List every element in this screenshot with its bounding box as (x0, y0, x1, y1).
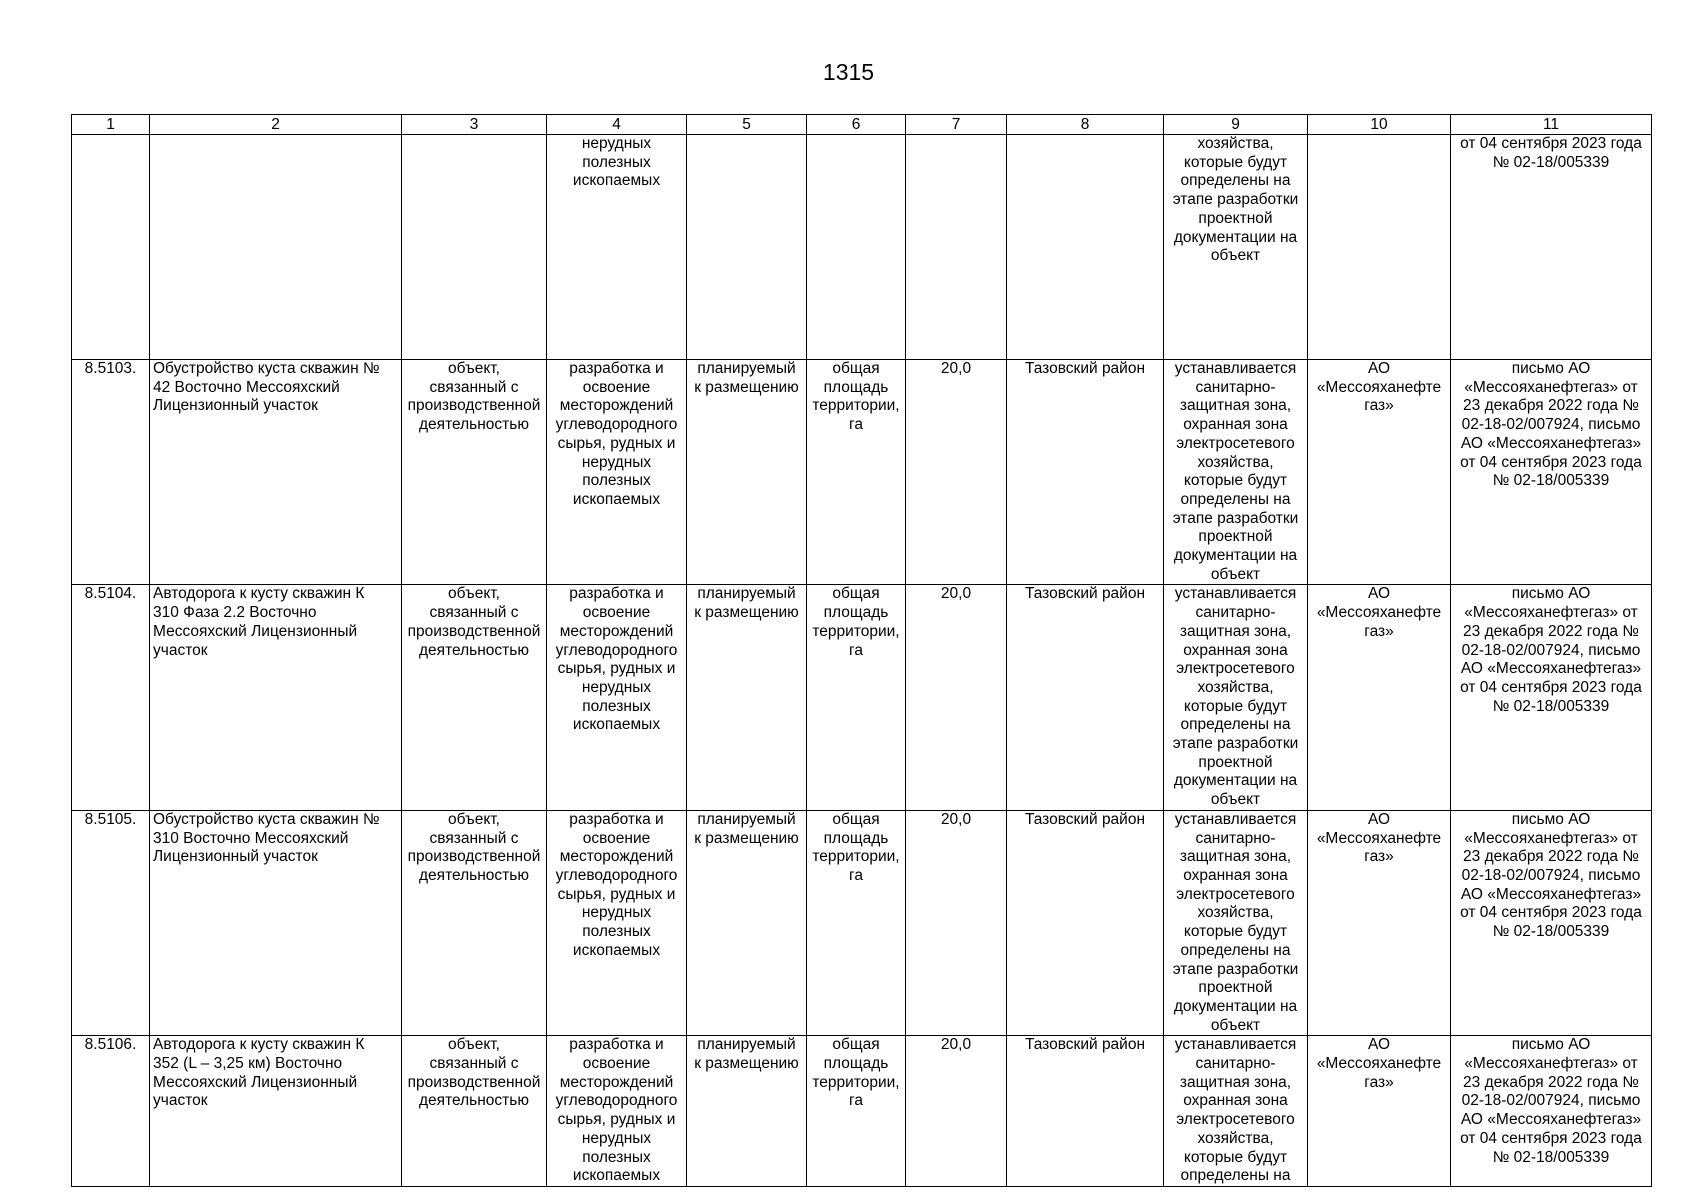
location-cell: Тазовский район (1007, 360, 1164, 585)
row-number-cell: 8.5106. (72, 1036, 150, 1187)
cell-text-line: производственной (407, 1073, 541, 1091)
cell-text-line: Обустройство куста скважин № (153, 360, 380, 377)
cell-text-line: к размещению (694, 604, 799, 622)
cell-text-line: планируемый (697, 810, 796, 828)
cell-text-line: № 02-18/005339 (1492, 153, 1610, 171)
location-cell: Тазовский район (1007, 810, 1164, 1035)
cell-text-line: электросетевого (1176, 1111, 1295, 1129)
cell-text-line: «Мессояханефтегаз» от (1464, 604, 1638, 622)
cell-text-line: к размещению (694, 829, 799, 847)
cell-text-line: документации на (1173, 547, 1298, 565)
cell-text-line: 02-18-02/007924, письмо (1461, 866, 1641, 884)
cell-text-line: 02-18-02/007924, письмо (1461, 416, 1641, 434)
owner-cell (1308, 360, 1451, 585)
cell-text-line: защитная зона, (1179, 1073, 1292, 1091)
cell-text-line: газ» (1364, 397, 1394, 415)
cell-text-line: № 02-18/005339 (1492, 1148, 1610, 1166)
column-number-row (72, 115, 1652, 135)
cell-text-line: «Мессояханефте (1316, 829, 1442, 847)
cell-text-line: освоение (582, 829, 651, 847)
cell-text-line: объект (1210, 565, 1261, 583)
column-number: 1 (72, 115, 150, 135)
object-type-cell (402, 1036, 547, 1187)
cell-text-line: к размещению (694, 1055, 799, 1073)
cell-text-line: месторождений (559, 848, 674, 866)
cell-text-line: определены на (1180, 172, 1291, 190)
cell-text-line: от 04 сентября 2023 года (1460, 135, 1642, 152)
owner-cell (1308, 1036, 1451, 1187)
cell-text-line: ископаемых (572, 941, 661, 959)
cell-text-line: месторождений (559, 397, 674, 415)
cell-text-line: этапе разработки (1172, 960, 1299, 978)
cell-text-line: деятельностью (419, 641, 529, 659)
status-cell (687, 360, 807, 585)
cell-text-line: которые будут (1183, 472, 1288, 490)
row-number-cell: 8.5105. (72, 810, 150, 1035)
purpose-cell (547, 360, 687, 585)
cell-text-line: АО «Мессояханефтегаз» (1460, 434, 1642, 452)
cell-text-line: № 02-18/005339 (1492, 923, 1610, 941)
cell-text-line: ископаемых (572, 172, 661, 190)
purpose-cell (547, 1036, 687, 1187)
cell-text-line: сырья, рудных и (557, 434, 676, 452)
column-number: 3 (402, 115, 547, 135)
status-cell (687, 585, 807, 810)
object-type-cell (402, 135, 547, 360)
cell-text-line: «Мессояханефте (1316, 604, 1442, 622)
status-cell (687, 135, 807, 360)
cell-text-line: 23 декабря 2022 года № (1463, 848, 1639, 866)
cell-text-line: месторождений (559, 1073, 674, 1091)
basis-cell (1451, 585, 1652, 810)
column-number: 6 (807, 115, 906, 135)
cell-text-line: Лицензионный участок (153, 848, 318, 866)
cell-text-line: нерудных (581, 904, 652, 922)
cell-text-line: 23 декабря 2022 года № (1463, 1073, 1639, 1091)
cell-text-line: этапе разработки (1172, 735, 1299, 753)
cell-text-line: «Мессояханефте (1316, 378, 1442, 396)
cell-text-line: этапе разработки (1172, 509, 1299, 527)
cell-text-line: электросетевого (1176, 885, 1295, 903)
cell-text-line: Обустройство куста скважин № (153, 810, 380, 828)
purpose-cell (547, 585, 687, 810)
cell-text-line: хозяйства, (1197, 135, 1274, 152)
continuation-row (72, 135, 1652, 360)
cell-text-line: устанавливается (1174, 810, 1297, 828)
cell-text-line: площадь (823, 829, 889, 847)
cell-text-line: планируемый (697, 585, 796, 603)
metric-cell (807, 135, 906, 360)
column-number: 9 (1164, 115, 1308, 135)
object-name-cell (150, 1036, 402, 1187)
cell-text-line: санитарно- (1195, 378, 1276, 396)
cell-text-line: документации на (1173, 228, 1298, 246)
cell-text-line: 310 Фаза 2.2 Восточно (153, 604, 317, 622)
cell-text-line: АО (1367, 810, 1391, 828)
cell-text-line: углеводородного (555, 416, 678, 434)
zones-cell (1164, 810, 1308, 1035)
basis-cell (1451, 810, 1652, 1035)
object-type-cell (402, 360, 547, 585)
object-name-cell (150, 135, 402, 360)
cell-text-line: охранная зона (1183, 641, 1288, 659)
cell-text-line: полезных (582, 923, 651, 941)
cell-text-line: № 02-18/005339 (1492, 697, 1610, 715)
status-cell (687, 810, 807, 1035)
cell-text-line: территории, (812, 622, 900, 640)
column-number: 8 (1007, 115, 1164, 135)
cell-text-line: месторождений (559, 622, 674, 640)
cell-text-line: разработка и (569, 585, 664, 603)
cell-text-line: полезных (582, 472, 651, 490)
cell-text-line: деятельностью (419, 866, 529, 884)
cell-text-line: объект, (448, 810, 500, 828)
cell-text-line: АО «Мессояханефтегаз» (1460, 1111, 1642, 1129)
column-number: 7 (906, 115, 1007, 135)
cell-text-line: Автодорога к кусту скважин К (153, 1036, 365, 1054)
cell-text-line: разработка и (569, 360, 664, 377)
cell-text-line: устанавливается (1174, 360, 1297, 377)
cell-text-line: письмо АО (1511, 585, 1591, 603)
zones-cell (1164, 135, 1308, 360)
cell-text-line: нерудных (581, 453, 652, 471)
object-type-cell (402, 585, 547, 810)
cell-text-line: планируемый (697, 1036, 796, 1054)
location-cell: Тазовский район (1007, 1036, 1164, 1187)
row-number-cell: 8.5103. (72, 360, 150, 585)
objects-table (71, 114, 1652, 1187)
cell-text-line: общая (832, 810, 880, 828)
metric-cell (807, 585, 906, 810)
cell-text-line: охранная зона (1183, 866, 1288, 884)
cell-text-line: Автодорога к кусту скважин К (153, 585, 365, 603)
cell-text-line: определены на (1180, 716, 1291, 734)
cell-text-line: от 04 сентября 2023 года (1460, 678, 1642, 696)
cell-text-line: определены на (1180, 941, 1291, 959)
cell-text-line: площадь (823, 604, 889, 622)
cell-text-line: площадь (823, 378, 889, 396)
metric-cell (807, 1036, 906, 1187)
table-row (72, 585, 1652, 810)
cell-text-line: защитная зона, (1179, 397, 1292, 415)
cell-text-line: производственной (407, 397, 541, 415)
cell-text-line: АО (1367, 360, 1391, 377)
cell-text-line: определены на (1180, 1167, 1291, 1185)
cell-text-line: полезных (582, 1148, 651, 1166)
cell-text-line: освоение (582, 1055, 651, 1073)
cell-text-line: углеводородного (555, 641, 678, 659)
cell-text-line: связанный с (429, 829, 519, 847)
cell-text-line: документации на (1173, 772, 1298, 790)
cell-text-line: 23 декабря 2022 года № (1463, 397, 1639, 415)
owner-cell (1308, 585, 1451, 810)
cell-text-line: разработка и (569, 1036, 664, 1054)
cell-text-line: охранная зона (1183, 1092, 1288, 1110)
cell-text-line: ископаемых (572, 1167, 661, 1185)
cell-text-line: углеводородного (555, 866, 678, 884)
owner-cell (1308, 135, 1451, 360)
cell-text-line: АО «Мессояханефтегаз» (1460, 660, 1642, 678)
cell-text-line: общая (832, 1036, 880, 1054)
basis-cell (1451, 1036, 1652, 1187)
cell-text-line: электросетевого (1176, 660, 1295, 678)
cell-text-line: № 02-18/005339 (1492, 472, 1610, 490)
cell-text-line: площадь (823, 1055, 889, 1073)
cell-text-line: 310 Восточно Мессояхский (153, 829, 349, 847)
value-cell: 20,0 (906, 810, 1007, 1035)
cell-text-line: газ» (1364, 848, 1394, 866)
cell-text-line: 02-18-02/007924, письмо (1461, 641, 1641, 659)
cell-text-line: от 04 сентября 2023 года (1460, 1129, 1642, 1147)
cell-text-line: нерудных (581, 135, 652, 152)
cell-text-line: га (849, 1092, 863, 1110)
cell-text-line: сырья, рудных и (557, 660, 676, 678)
cell-text-line: 352 (L – 3,25 км) Восточно (153, 1055, 343, 1073)
location-cell: Тазовский район (1007, 585, 1164, 810)
value-cell (906, 135, 1007, 360)
cell-text-line: участок (153, 1092, 208, 1110)
location-cell (1007, 135, 1164, 360)
cell-text-line: связанный с (429, 1055, 519, 1073)
basis-cell (1451, 360, 1652, 585)
cell-text-line: ископаемых (572, 490, 661, 508)
table-row (72, 360, 1652, 585)
column-number: 10 (1308, 115, 1451, 135)
cell-text-line: территории, (812, 397, 900, 415)
cell-text-line: га (849, 416, 863, 434)
metric-cell (807, 360, 906, 585)
column-number: 2 (150, 115, 402, 135)
value-cell: 20,0 (906, 585, 1007, 810)
cell-text-line: «Мессояханефтегаз» от (1464, 378, 1638, 396)
cell-text-line: АО (1367, 585, 1391, 603)
column-number: 4 (547, 115, 687, 135)
object-name-cell (150, 810, 402, 1035)
zones-cell (1164, 360, 1308, 585)
table-row (72, 810, 1652, 1035)
cell-text-line: письмо АО (1511, 810, 1591, 828)
cell-text-line: объект, (448, 360, 500, 377)
cell-text-line: газ» (1364, 1073, 1394, 1091)
cell-text-line: Лицензионный участок (153, 397, 318, 415)
cell-text-line: газ» (1364, 622, 1394, 640)
cell-text-line: планируемый (697, 360, 796, 377)
cell-text-line: сырья, рудных и (557, 1111, 676, 1129)
cell-text-line: письмо АО (1511, 1036, 1591, 1054)
cell-text-line: территории, (812, 848, 900, 866)
cell-text-line: «Мессояханефтегаз» от (1464, 829, 1638, 847)
cell-text-line: территории, (812, 1073, 900, 1091)
cell-text-line: Мессояхский Лицензионный (153, 1073, 358, 1091)
object-type-cell (402, 810, 547, 1035)
cell-text-line: «Мессояханефте (1316, 1055, 1442, 1073)
metric-cell (807, 810, 906, 1035)
basis-cell (1451, 135, 1652, 360)
cell-text-line: хозяйства, (1197, 678, 1274, 696)
cell-text-line: письмо АО (1511, 360, 1591, 377)
cell-text-line: охранная зона (1183, 416, 1288, 434)
cell-text-line: электросетевого (1176, 434, 1295, 452)
status-cell (687, 1036, 807, 1187)
cell-text-line: к размещению (694, 378, 799, 396)
cell-text-line: нерудных (581, 1129, 652, 1147)
cell-text-line: санитарно- (1195, 829, 1276, 847)
cell-text-line: хозяйства, (1197, 453, 1274, 471)
cell-text-line: связанный с (429, 604, 519, 622)
cell-text-line: документации на (1173, 997, 1298, 1015)
object-name-cell (150, 360, 402, 585)
column-number: 5 (687, 115, 807, 135)
cell-text-line: участок (153, 641, 208, 659)
cell-text-line: Мессояхский Лицензионный (153, 622, 358, 640)
cell-text-line: «Мессояханефтегаз» от (1464, 1055, 1638, 1073)
cell-text-line: производственной (407, 848, 541, 866)
purpose-cell (547, 810, 687, 1035)
cell-text-line: разработка и (569, 810, 664, 828)
column-number: 11 (1451, 115, 1652, 135)
cell-text-line: которые будут (1183, 1148, 1288, 1166)
cell-text-line: проектной (1198, 753, 1273, 771)
page-number: 1315 (822, 59, 875, 85)
cell-text-line: деятельностью (419, 1092, 529, 1110)
cell-text-line: 02-18-02/007924, письмо (1461, 1092, 1641, 1110)
zones-cell (1164, 1036, 1308, 1187)
cell-text-line: га (849, 641, 863, 659)
cell-text-line: проектной (1198, 209, 1273, 227)
cell-text-line: полезных (582, 697, 651, 715)
cell-text-line: ископаемых (572, 716, 661, 734)
cell-text-line: устанавливается (1174, 1036, 1297, 1054)
value-cell: 20,0 (906, 360, 1007, 585)
cell-text-line: 42 Восточно Мессояхский (153, 378, 340, 396)
cell-text-line: объект (1210, 791, 1261, 809)
cell-text-line: сырья, рудных и (557, 885, 676, 903)
cell-text-line: объект, (448, 585, 500, 603)
cell-text-line: деятельностью (419, 416, 529, 434)
cell-text-line: общая (832, 585, 880, 603)
cell-text-line: хозяйства, (1197, 1129, 1274, 1147)
cell-text-line: объект (1210, 247, 1261, 265)
row-number-cell (72, 135, 150, 360)
cell-text-line: которые будут (1183, 697, 1288, 715)
cell-text-line: санитарно- (1195, 604, 1276, 622)
cell-text-line: связанный с (429, 378, 519, 396)
cell-text-line: проектной (1198, 528, 1273, 546)
cell-text-line: углеводородного (555, 1092, 678, 1110)
cell-text-line: от 04 сентября 2023 года (1460, 904, 1642, 922)
cell-text-line: 23 декабря 2022 года № (1463, 622, 1639, 640)
cell-text-line: АО «Мессояханефтегаз» (1460, 885, 1642, 903)
cell-text-line: нерудных (581, 678, 652, 696)
cell-text-line: санитарно- (1195, 1055, 1276, 1073)
cell-text-line: полезных (582, 153, 651, 171)
cell-text-line: хозяйства, (1197, 904, 1274, 922)
cell-text-line: освоение (582, 604, 651, 622)
cell-text-line: защитная зона, (1179, 622, 1292, 640)
cell-text-line: объект (1210, 1016, 1261, 1034)
cell-text-line: проектной (1198, 979, 1273, 997)
cell-text-line: устанавливается (1174, 585, 1297, 603)
cell-text-line: этапе разработки (1172, 191, 1299, 209)
object-name-cell (150, 585, 402, 810)
value-cell: 20,0 (906, 1036, 1007, 1187)
cell-text-line: определены на (1180, 490, 1291, 508)
row-number-cell: 8.5104. (72, 585, 150, 810)
cell-text-line: АО (1367, 1036, 1391, 1054)
purpose-cell (547, 135, 687, 360)
cell-text-line: освоение (582, 378, 651, 396)
cell-text-line: объект, (448, 1036, 500, 1054)
cell-text-line: которые будут (1183, 923, 1288, 941)
table-body (72, 360, 1652, 1187)
cell-text-line: от 04 сентября 2023 года (1460, 453, 1642, 471)
table-row (72, 1036, 1652, 1187)
cell-text-line: общая (832, 360, 880, 377)
cell-text-line: га (849, 866, 863, 884)
zones-cell (1164, 585, 1308, 810)
cell-text-line: производственной (407, 622, 541, 640)
cell-text-line: которые будут (1183, 153, 1288, 171)
owner-cell (1308, 810, 1451, 1035)
cell-text-line: защитная зона, (1179, 848, 1292, 866)
